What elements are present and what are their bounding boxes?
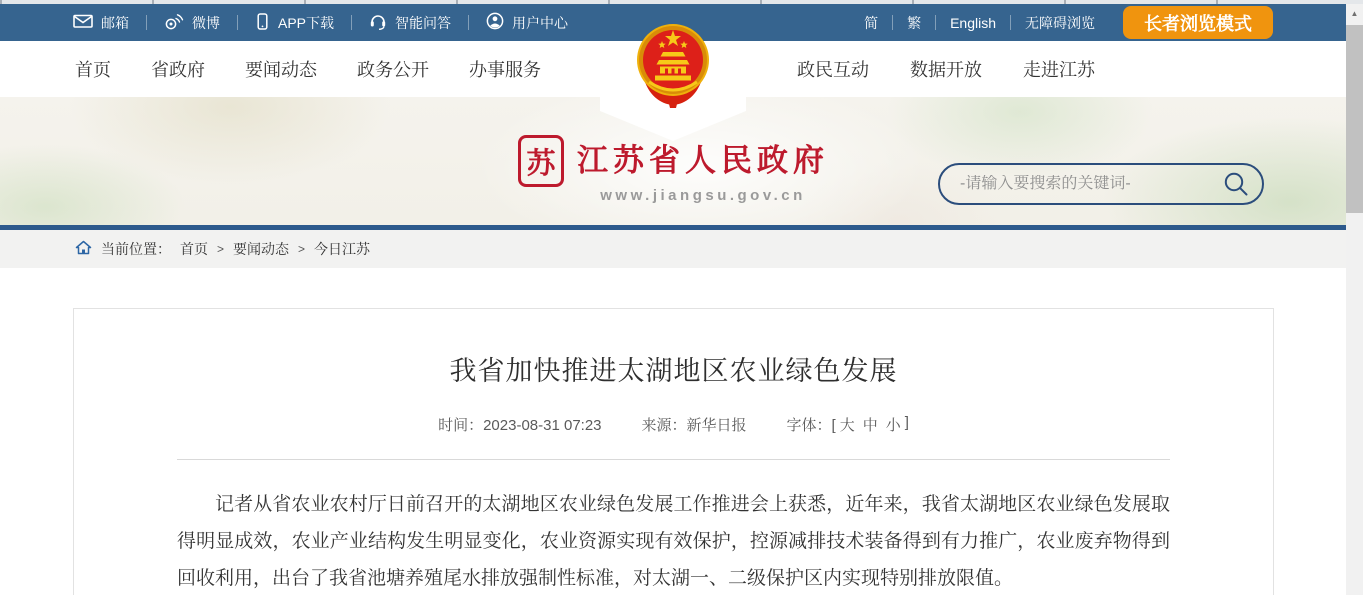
breadcrumb-news-link[interactable]: 要闻动态 xyxy=(233,241,290,257)
article-source: 来源：新华日报 xyxy=(641,417,747,434)
home-icon xyxy=(75,240,92,258)
scroll-up-button[interactable]: ▲ xyxy=(1350,9,1359,18)
seal-logo-icon xyxy=(518,135,564,187)
accessibility-link[interactable]: 无障碍浏览 xyxy=(1025,14,1095,31)
search-box xyxy=(938,163,1264,205)
lang-english-link[interactable]: English xyxy=(950,14,996,31)
article-time: 时间：2023-08-31 07:23 xyxy=(438,417,602,434)
article-meta xyxy=(74,414,1273,435)
nav-left-group xyxy=(75,41,541,97)
nav-item-about-jiangsu[interactable]: 走进江苏 xyxy=(1023,60,1095,80)
lang-traditional-link[interactable]: 繁 xyxy=(907,14,922,31)
topbar-link-mail[interactable] xyxy=(73,13,146,33)
article-panel xyxy=(73,308,1274,595)
site-logo[interactable] xyxy=(518,135,829,204)
scrollbar[interactable] xyxy=(1346,4,1363,595)
font-control-label: 字体：[ xyxy=(786,417,836,434)
breadcrumb xyxy=(0,230,1346,268)
article-title: 我省加快推进太湖地区农业绿色发展 xyxy=(449,356,898,386)
nav-item-interaction[interactable]: 政民互动 xyxy=(797,60,869,80)
nav-item-provincial-govt[interactable]: 省政府 xyxy=(151,60,205,80)
nav-item-news[interactable]: 要闻动态 xyxy=(245,60,317,80)
nav-item-home[interactable]: 首页 xyxy=(75,60,111,80)
topbar-link-weibo[interactable] xyxy=(147,13,237,33)
topbar-links xyxy=(73,4,585,41)
font-size-control xyxy=(787,414,909,435)
nav-right-group xyxy=(797,41,1095,97)
breadcrumb-current: 今日江苏 xyxy=(314,241,371,257)
user-icon xyxy=(486,12,504,33)
topbar-link-label: 用户中心 xyxy=(512,14,569,31)
headset-icon xyxy=(369,13,387,33)
divider xyxy=(177,459,1170,460)
weibo-icon xyxy=(164,13,184,33)
topbar-link-label: 智能问答 xyxy=(395,14,452,31)
breadcrumb-separator: > xyxy=(298,242,306,256)
phone-icon xyxy=(255,13,270,33)
article-body: 记者从省农业农村厅日前召开的太湖地区农业绿色发展工作推进会上获悉，近年来，我省太湖地区农业绿色发展取得明显成效，农业产业结构发生明显变化，农业资源实现有效保护，控源减排技术装备得到有力推广，农业废弃物得到回收利用，出台了我省池塘养殖尾水排放强制性标准，对太湖一、二级保护区内实现特别排放限值。 xyxy=(177,494,1170,589)
topbar-link-label: 微博 xyxy=(192,14,220,31)
topbar-link-label: APP下载 xyxy=(278,14,335,31)
nav-item-open-data[interactable]: 数据开放 xyxy=(910,60,982,80)
font-large-button[interactable]: 大 xyxy=(839,417,855,434)
search-input[interactable] xyxy=(940,175,1223,193)
breadcrumb-separator: > xyxy=(217,242,225,256)
national-emblem-icon xyxy=(635,20,711,108)
nav-item-services[interactable]: 办事服务 xyxy=(469,60,541,80)
logo-text xyxy=(577,135,829,204)
search-icon[interactable] xyxy=(1223,171,1249,197)
site-title: 江苏省人民政府 xyxy=(577,143,829,178)
breadcrumb-home-link[interactable]: 首页 xyxy=(180,241,208,257)
topbar-link-user-center[interactable] xyxy=(469,12,585,33)
font-small-button[interactable]: 小 xyxy=(885,417,901,434)
scrollbar-thumb[interactable] xyxy=(1346,25,1363,213)
topbar-link-smart-qa[interactable] xyxy=(352,13,468,33)
mail-icon xyxy=(73,14,93,32)
topbar-link-label: 邮箱 xyxy=(101,14,129,31)
font-control-label-close: ] xyxy=(904,414,909,431)
seal-character: 苏 xyxy=(526,147,556,180)
site-url: www.jiangsu.gov.cn xyxy=(600,187,806,204)
breadcrumb-label: 当前位置： xyxy=(101,241,171,257)
topbar-utilities xyxy=(850,4,1273,41)
lang-simplified-link[interactable]: 简 xyxy=(864,14,879,31)
font-medium-button[interactable]: 中 xyxy=(862,417,878,434)
nav-item-govt-affairs[interactable]: 政务公开 xyxy=(357,60,429,80)
topbar-link-app-download[interactable] xyxy=(238,13,351,33)
elder-mode-button[interactable]: 长者浏览模式 xyxy=(1123,6,1273,39)
